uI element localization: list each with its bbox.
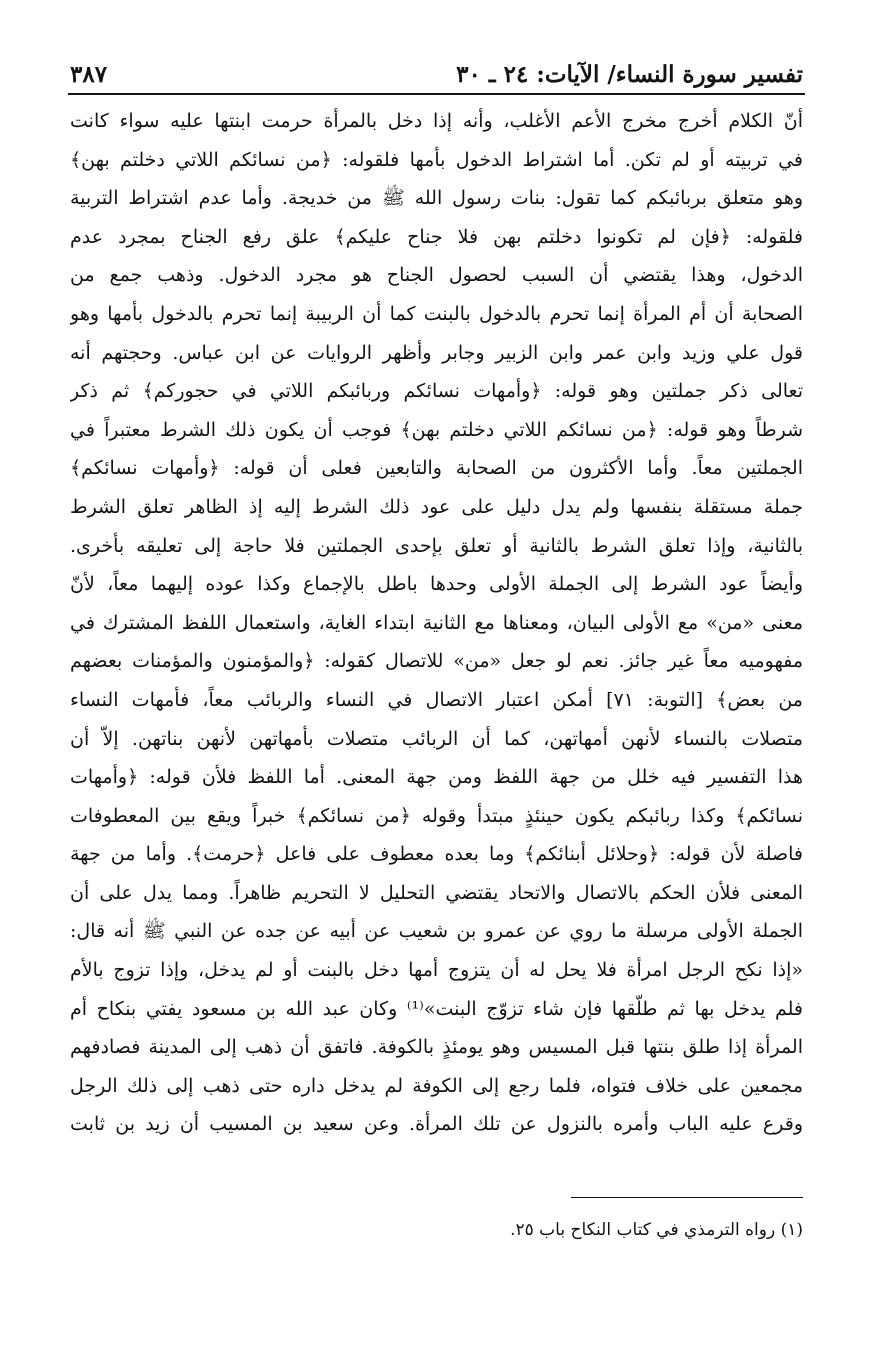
text-line: أنّ الكلام أخرج مخرج الأعم الأغلب، وأنه إذا دخل بالمرأة حرمت ابنتها عليه سواء كانت: [70, 110, 803, 132]
text-line: الجملتين معاً. وأما الأكثرون من الصحابة والتابعين فعلى أن قوله: ﴿وأمهات نسائكم﴾: [70, 457, 803, 480]
text-line: مجمعين على خلاف فتواه، فلما رجع إلى الكوفة لم يدخل داره حتى ذهب إلى ذلك الرجل: [70, 1074, 803, 1097]
text-line: بالثانية، وإذا تعلق الشرط بالثانية أو تعلق بإحدى الجملتين فلا حاجة إلى تعليقه بأخرى.: [70, 534, 803, 557]
text-line: مفهوميه معاً غير جائز. نعم لو جعل «من» للاتصال كقوله: ﴿والمؤمنون والمؤمنات بعضهم: [70, 650, 803, 673]
header-rule: [68, 93, 805, 95]
footnote: (١) رواه الترمذي في كتاب النكاح باب ٢٥.: [510, 1220, 803, 1240]
text-line: الصحابة أن أم المرأة إنما تحرم بالدخول بالبنت كما أن الربيبة إنما تحرم بالدخول بأمها وهو: [70, 302, 803, 325]
text-line: متصلات بالنساء لأنهن أمهاتهن، كما أن الربائب متصلات بأمهاتهن لأنهن بناتهن. إلاّ أن: [70, 727, 803, 750]
text-line: وهو متعلق بربائبكم كما تقول: بنات رسول الله ﷺ من خديجة. وأما عدم اشتراط التربية: [70, 187, 803, 210]
text-line: وقرع عليه الباب وأمره بالنزول عن تلك المرأة. وعن سعيد بن المسيب أن زيد بن ثابت: [70, 1113, 803, 1136]
text-line: نسائكم﴾ وكذا ربائبكم يكون حينئذٍ مبتدأ وقوله ﴿من نسائكم﴾ خبراً ويقع بين المعطوفات: [70, 804, 803, 827]
running-head: [70, 52, 803, 88]
text-line: فلم يدخل بها ثم طلّقها فإن شاء تزوّج البنت»⁽¹⁾ وكان عبد الله بن مسعود يفتي بنكاح أم: [70, 997, 803, 1020]
body-text: [70, 102, 803, 1144]
text-line: قول علي وزيد وابن عمر وابن الزبير وجابر وأظهر الروايات عن ابن عباس. وحجتهم أنه: [70, 341, 803, 364]
text-line: الدخول، وهذا يقتضي أن السبب لحصول الجناح هو مجرد الدخول. وذهب جمع من: [70, 264, 803, 287]
text-line: معنى «من» مع الأولى البيان، ومعناها مع الثانية ابتداء الغاية، واستعمال اللفظ المشترك في: [70, 611, 803, 634]
text-line: الجملة الأولى مرسلة ما روي عن عمرو بن شعيب عن أبيه عن جده عن النبي ﷺ أنه قال:: [70, 920, 803, 943]
running-head-title: تفسير سورة النساء/ الآيات: ٢٤ ـ ٣٠: [456, 61, 803, 88]
text-line: في تربيته أو لم تكن. أما اشتراط الدخول بأمها فلقوله: ﴿من نسائكم اللاتي دخلتم بهن﴾: [70, 148, 803, 171]
text-line: فلقوله: ﴿فإن لم تكونوا دخلتم بهن فلا جناح عليكم﴾ علق رفع الجناح بمجرد عدم: [70, 225, 803, 248]
text-line: «إذا نكح الرجل امرأة فلا يحل له أن يتزوج أمها دخل بالبنت أو لم يدخل، وإذا تزوج بالأم: [70, 959, 803, 982]
text-line: فاصلة لأن قوله: ﴿وحلائل أبنائكم﴾ وما بعده معطوف على فاعل ﴿حرمت﴾. وأما من جهة: [70, 843, 803, 866]
text-line: من بعض﴾ [التوبة: ٧١] أمكن اعتبار الاتصال في النساء والربائب معاً، فأمهات النساء: [70, 688, 803, 711]
text-line: شرطاً وهو قوله: ﴿من نسائكم اللاتي دخلتم بهن﴾ فوجب أن يكون ذلك الشرط معتبراً في: [70, 418, 803, 441]
text-line: وأيضاً عود الشرط إلى الجملة الأولى وحدها باطل بالإجماع وكذا عوده إليهما معاً، لأنّ: [70, 573, 803, 596]
page-number: ٣٨٧: [70, 61, 108, 88]
text-line: جملة مستقلة بنفسها ولم يدل دليل على عود ذلك الشرط إليه إذ الظاهر تعلق الشرط: [70, 495, 803, 518]
text-line: تعالى ذكر جملتين وهو قوله: ﴿وأمهات نسائكم وربائبكم اللاتي في حجوركم﴾ ثم ذكر: [70, 380, 803, 403]
text-line: المرأة إذا طلق بنتها قبل المسيس وهو يومئذٍ بالكوفة. فاتفق أن ذهب إلى المدينة فصادفهم: [70, 1036, 803, 1059]
footnote-rule: [571, 1197, 803, 1198]
text-line: المعنى فلأن الحكم بالاتصال والاتحاد يقتضي التحليل لا التحريم ظاهراً. ومما يدل على أن: [70, 881, 803, 904]
text-line: هذا التفسير فيه خلل من جهة اللفظ ومن جهة المعنى. أما اللفظ فلأن قوله: ﴿وأمهات: [70, 766, 803, 789]
